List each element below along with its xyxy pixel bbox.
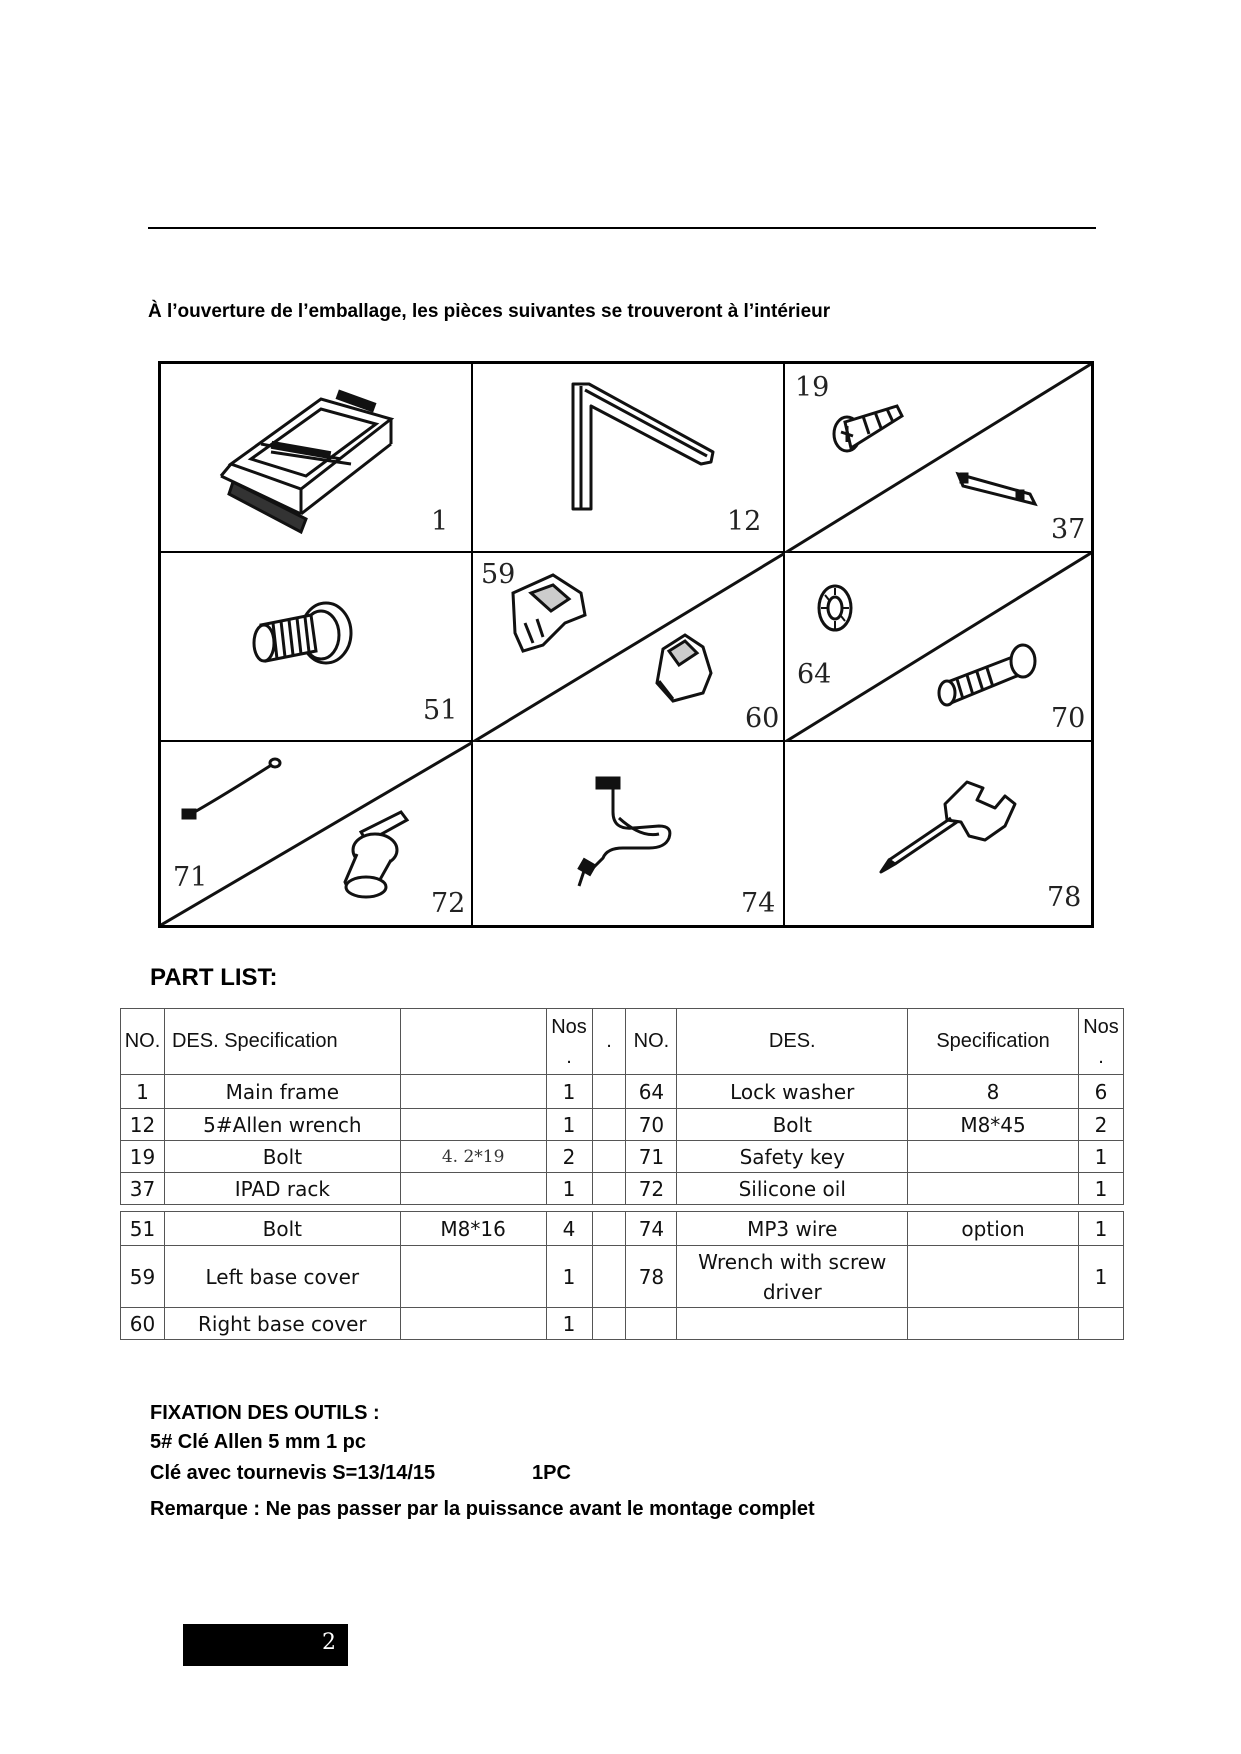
cell-des-right: Safety key [677, 1141, 908, 1173]
cell-nos: 2 [546, 1141, 592, 1173]
cell-spec-right: M8*45 [908, 1109, 1079, 1141]
cell-sep [592, 1075, 626, 1109]
cell-nos-right [1078, 1308, 1123, 1340]
header-no: NO. [121, 1009, 165, 1075]
part-number: 60 [745, 703, 780, 734]
safety-key-icon [183, 759, 280, 818]
cell-no-right: 72 [626, 1173, 677, 1205]
header-des-specification: DES. Specification [164, 1009, 400, 1075]
part-number: 1 [431, 506, 449, 537]
cell-sep [592, 1246, 626, 1308]
cell-sep [592, 1173, 626, 1205]
cell-des: IPAD rack [164, 1173, 400, 1205]
part-number: 78 [1047, 882, 1082, 913]
header-nos-bottom: . [566, 1045, 572, 1068]
cell-des: Right base cover [164, 1308, 400, 1340]
header-nos [546, 1009, 592, 1075]
cell-nos: 1 [546, 1308, 592, 1340]
cell-des-right: Lock washer [677, 1075, 908, 1109]
header-nos-right-top: Nos [1083, 1015, 1119, 1038]
cell-nos-right: 1 [1078, 1141, 1123, 1173]
cell-no: 59 [121, 1246, 165, 1308]
cell-spec [400, 1308, 546, 1340]
part-number: 64 [797, 659, 832, 690]
parts-grid [158, 361, 1094, 928]
part-number: 51 [423, 695, 458, 726]
table-row [121, 1173, 1124, 1205]
remark: Remarque : Ne pas passer par la puissance avant le montage complet [150, 1498, 815, 1520]
header-des-right: DES. [677, 1009, 908, 1075]
part-cell-78 [785, 742, 1091, 925]
header-nos-right [1078, 1009, 1123, 1075]
part-cell-71-72 [161, 742, 473, 925]
cell-spec [400, 1075, 546, 1109]
header-spec-empty [400, 1009, 546, 1075]
cell-nos-right: 6 [1078, 1075, 1123, 1109]
cell-spec [400, 1246, 546, 1308]
cell-nos: 4 [546, 1212, 592, 1246]
cell-spec [400, 1109, 546, 1141]
cell-no-right: 64 [626, 1075, 677, 1109]
part-number: 71 [173, 862, 208, 893]
cell-des: Left base cover [164, 1246, 400, 1308]
part-cell-59-60 [473, 553, 785, 742]
header-nos-right-bottom: . [1098, 1045, 1104, 1068]
cell-des: Bolt [164, 1141, 400, 1173]
part-number: 19 [795, 372, 830, 403]
cell-spec-right: option [908, 1212, 1079, 1246]
table-row [121, 1075, 1124, 1109]
silicone-oil-icon [345, 812, 407, 897]
table-row [121, 1308, 1124, 1340]
lock-washer-icon [819, 586, 851, 630]
cell-nos: 1 [546, 1109, 592, 1141]
cell-no-right [626, 1308, 677, 1340]
cell-spec-right [908, 1308, 1079, 1340]
part-cell-51 [161, 553, 473, 742]
cell-nos-right: 1 [1078, 1173, 1123, 1205]
cell-spec-right: 8 [908, 1075, 1079, 1109]
part-number: 12 [727, 506, 762, 537]
part-list-table [120, 1008, 1124, 1205]
intro-text: À l’ouverture de l’emballage, les pièces suivantes se trouveront à l’intérieur [148, 301, 831, 322]
part-number: 37 [1051, 514, 1086, 545]
cell-sep [592, 1109, 626, 1141]
part-cell-12 [473, 364, 785, 553]
table-header-row [121, 1009, 1124, 1075]
cell-des: 5#Allen wrench [164, 1109, 400, 1141]
cell-sep [592, 1212, 626, 1246]
cell-no: 1 [121, 1075, 165, 1109]
cell-des: Bolt [164, 1212, 400, 1246]
cell-no: 19 [121, 1141, 165, 1173]
cell-des: Main frame [164, 1075, 400, 1109]
tools-line-wrench-label: Clé avec tournevis S=13/14/15 [150, 1462, 436, 1484]
cell-no-right: 74 [626, 1212, 677, 1246]
top-rule [148, 227, 1096, 229]
part-cell-1 [161, 364, 473, 553]
cell-des-right: Silicone oil [677, 1173, 908, 1205]
header-nos-top: Nos [551, 1015, 587, 1038]
cell-spec-right [908, 1141, 1079, 1173]
page-number: 2 [322, 1630, 336, 1655]
cell-spec-right [908, 1246, 1079, 1308]
header-spec-right: Specification [908, 1009, 1079, 1075]
cell-nos-right: 1 [1078, 1212, 1123, 1246]
cell-no: 37 [121, 1173, 165, 1205]
cell-des-right-line2: driver [762, 1279, 822, 1304]
cell-no: 51 [121, 1212, 165, 1246]
tools-heading: FIXATION DES OUTILS : [150, 1402, 380, 1424]
cell-no-right: 78 [626, 1246, 677, 1308]
cell-nos-right: 1 [1078, 1246, 1123, 1308]
table-row [121, 1109, 1124, 1141]
tools-line-wrench-qty: 1PC [532, 1462, 571, 1484]
wrench-with-screwdriver-icon [785, 742, 1091, 925]
part-cell-19-37 [785, 364, 1091, 553]
bolt-icon [834, 406, 902, 451]
cell-nos-right: 2 [1078, 1109, 1123, 1141]
table-row [121, 1246, 1124, 1308]
part-number: 72 [431, 888, 466, 919]
right-base-cover-icon [657, 635, 711, 701]
cell-spec-right [908, 1173, 1079, 1205]
cell-sep [592, 1308, 626, 1340]
part-list-table-continued [120, 1211, 1124, 1340]
part-list-title: PART LIST: [150, 964, 278, 991]
cell-spec: 4. 2*19 [400, 1141, 546, 1173]
ipad-rack-icon [958, 474, 1035, 504]
cell-nos: 1 [546, 1173, 592, 1205]
mp3-wire-icon [473, 742, 785, 925]
cell-sep [592, 1141, 626, 1173]
part-number: 74 [741, 888, 776, 919]
part-number: 70 [1051, 703, 1086, 734]
cell-des-right: Bolt [677, 1109, 908, 1141]
table-row [121, 1141, 1124, 1173]
bolt-icon [939, 645, 1035, 705]
cell-des-right [677, 1246, 908, 1308]
part-cell-74 [473, 742, 785, 925]
page-number-box [183, 1624, 348, 1666]
cell-des-right [677, 1308, 908, 1340]
cell-des-right: MP3 wire [677, 1212, 908, 1246]
cell-no-right: 71 [626, 1141, 677, 1173]
header-no-right: NO. [626, 1009, 677, 1075]
part-number: 59 [481, 559, 516, 590]
tools-line-allen-key: 5# Clé Allen 5 mm 1 pc [150, 1431, 367, 1453]
cell-nos: 1 [546, 1246, 592, 1308]
header-separator: . [592, 1009, 626, 1075]
table-row [121, 1212, 1124, 1246]
cell-no: 12 [121, 1109, 165, 1141]
main-frame-icon [161, 364, 473, 553]
left-base-cover-icon [513, 575, 585, 651]
cell-no: 60 [121, 1308, 165, 1340]
cell-no-right: 70 [626, 1109, 677, 1141]
cell-spec [400, 1173, 546, 1205]
part-cell-64-70 [785, 553, 1091, 742]
cell-des-right-line1: Wrench with screw [698, 1249, 887, 1274]
cell-spec: M8*16 [400, 1212, 546, 1246]
cell-nos: 1 [546, 1075, 592, 1109]
